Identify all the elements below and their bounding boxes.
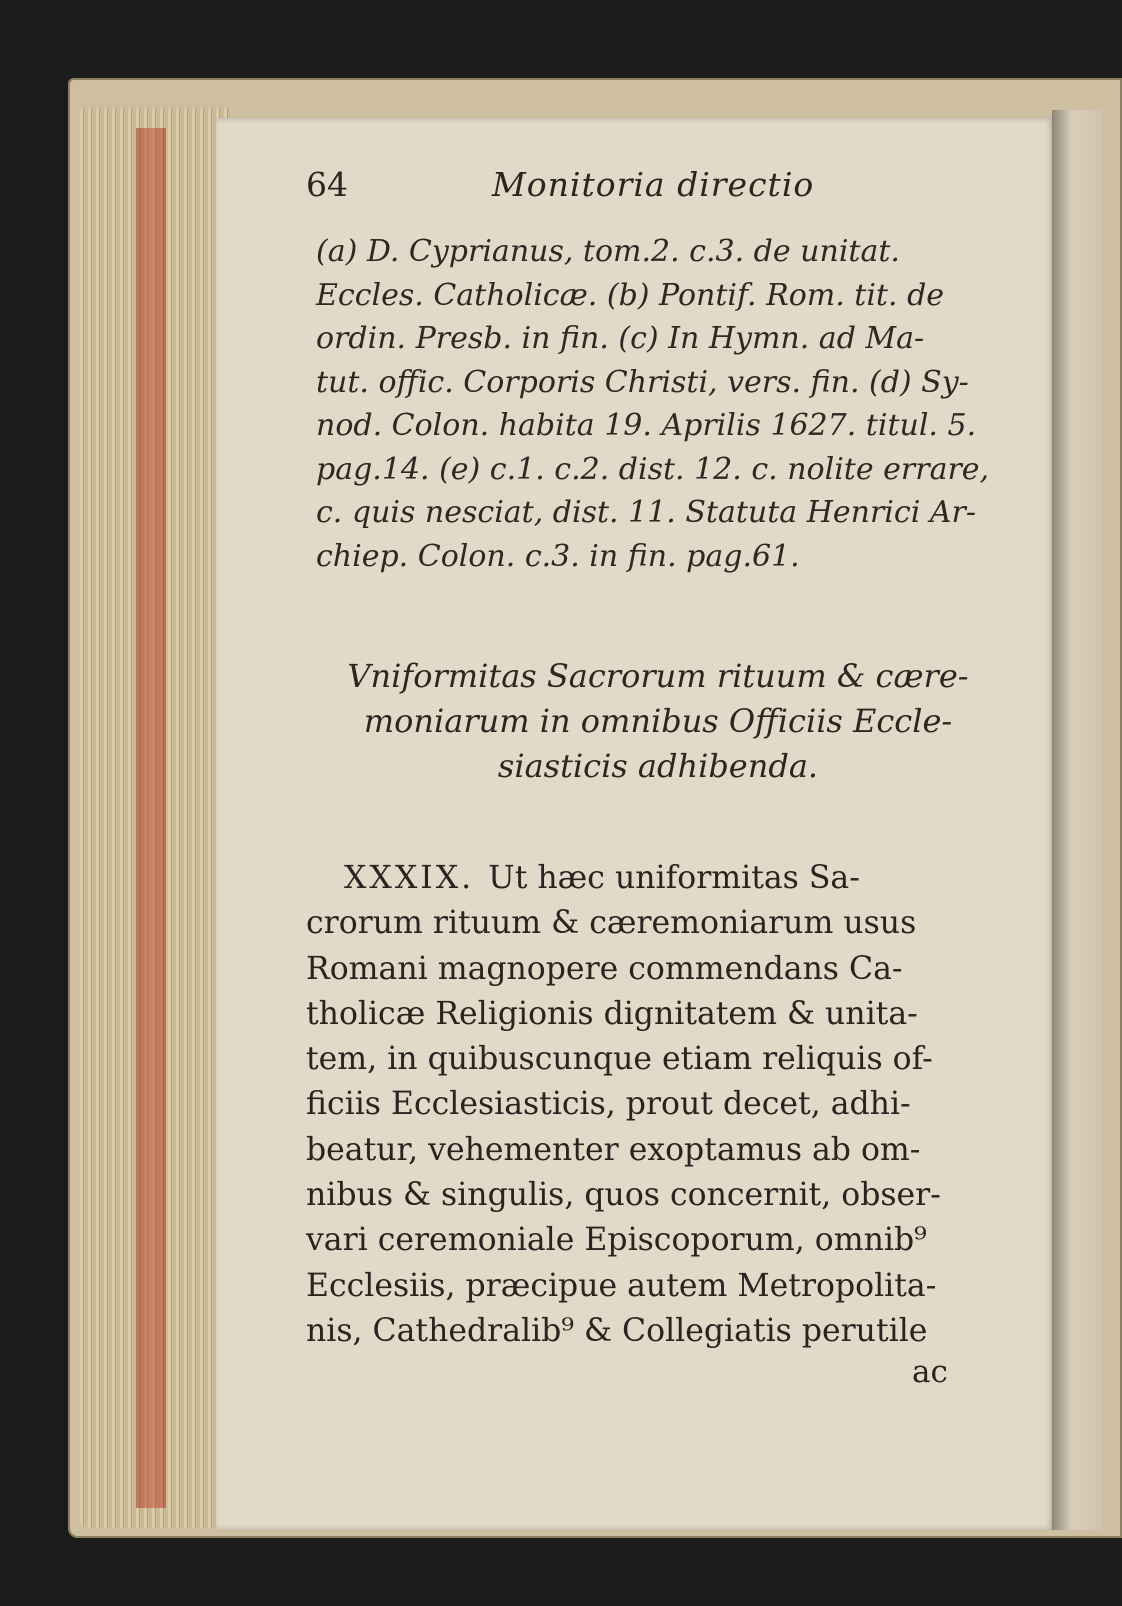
body-line: ficiis Ecclesiasticis, prout decet, adhi- [306, 1086, 911, 1123]
body-line-first [306, 856, 996, 901]
page-number: 64 [306, 165, 348, 204]
note-line: ordin. Presb. in fin. (c) In Hymn. ad Ma- [316, 321, 925, 356]
body-line: beatur, vehementer exoptamus ab om- [306, 1131, 921, 1168]
note-line: pag.14. (e) c.1. c.2. dist. 12. c. nolite errare, [316, 451, 990, 487]
body-line: tholicæ Religionis dignitatem & unita- [306, 995, 918, 1032]
section-numeral: XXXIX. [344, 860, 475, 896]
note-line: chiep. Colon. c.3. in fin. pag.61. [316, 538, 800, 574]
body-line: Romani magnopere commendans Ca- [306, 950, 903, 987]
body-paragraph [306, 856, 996, 1354]
page-edges [80, 108, 230, 1528]
body-line: Ut hæc uniformitas Sa- [488, 860, 860, 896]
body-line: vari ceremoniale Episcoporum, omnib⁹ [306, 1222, 927, 1259]
page-header [306, 165, 1026, 215]
body-line: nis, Cathedralib⁹ & Collegiatis perutile [306, 1312, 928, 1349]
heading-line: moniarum in omnibus Officiis Eccle- [363, 702, 953, 740]
body-line: crorum rituum & cæremoniarum usus [306, 905, 917, 942]
body-line: nibus & singulis, quos concernit, obser- [306, 1177, 941, 1214]
catchword: ac [912, 1354, 948, 1390]
marginal-notes [316, 230, 996, 578]
body-line: Ecclesiis, præcipue autem Metropolita- [306, 1267, 937, 1304]
heading-line: siasticis adhibenda. [497, 747, 819, 785]
note-line: c. quis nesciat, dist. 11. Statuta Henrici Ar- [316, 495, 976, 530]
book-gutter [1052, 110, 1102, 1530]
note-line: tut. offic. Corporis Christi, vers. fin. (d) Sy- [316, 364, 969, 400]
section-heading [316, 654, 1000, 789]
note-line: nod. Colon. habita 19. Aprilis 1627. titul. 5. [316, 408, 977, 443]
note-line: (a) D. Cyprianus, tom.2. c.3. de unitat. [316, 234, 900, 269]
body-line: tem, in quibuscunque etiam reliquis of- [306, 1041, 933, 1078]
note-line: Eccles. Catholicæ. (b) Pontif. Rom. tit. de [316, 277, 945, 313]
heading-line: Vniformitas Sacrorum rituum & cære- [347, 657, 969, 695]
running-title: Monitoria directio [492, 165, 815, 204]
